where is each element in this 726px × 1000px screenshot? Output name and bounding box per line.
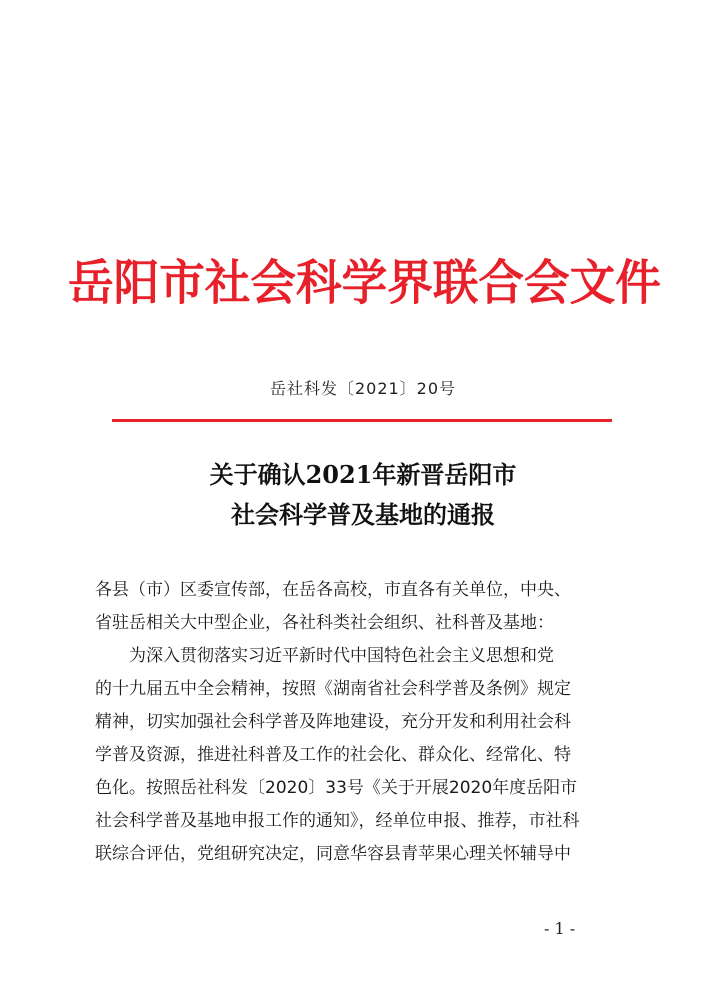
document-number: 岳社科发〔2021〕20号 [269,379,457,398]
paragraph-line: 社会科学普及基地申报工作的通知》，经单位申报、推荐，市社科 [95,811,580,831]
notice-title-line: 社会科学普及基地的通报 [231,500,495,529]
paragraph-line: 联综合评估，党组研究决定，同意华容县青苹果心理关怀辅导中 [95,844,571,864]
addressee-line: 各县（市）区委宣传部，在岳各高校，市直各有关单位，中央、 [95,580,571,600]
paragraph-line: 色化。按照岳社科发〔2020〕33号《关于开展2020年度岳阳市 [95,778,578,798]
body-text [95,574,640,871]
page-number: - 1 - [544,919,576,938]
notice-title [0,455,726,535]
addressee-line: 省驻岳相关大中型企业，各社科类社会组织、社科普及基地： [95,613,554,633]
document-header-title: 岳阳市社会科学界联合会文件 [68,255,661,311]
paragraph-line: 的十九届五中全会精神，按照《湖南省社会科学普及条例》规定 [95,679,571,699]
paragraph-line: 精神，切实加强社会科学普及阵地建设，充分开发和利用社会科 [95,712,571,732]
paragraph-line: 学普及资源，推进社科普及工作的社会化、群众化、经常化、特 [95,745,571,765]
red-divider-line [112,419,612,422]
paragraph-line: 为深入贯彻落实习近平新时代中国特色社会主义思想和党 [129,646,554,666]
notice-title-line: 关于确认2021年新晋岳阳市 [209,460,517,489]
